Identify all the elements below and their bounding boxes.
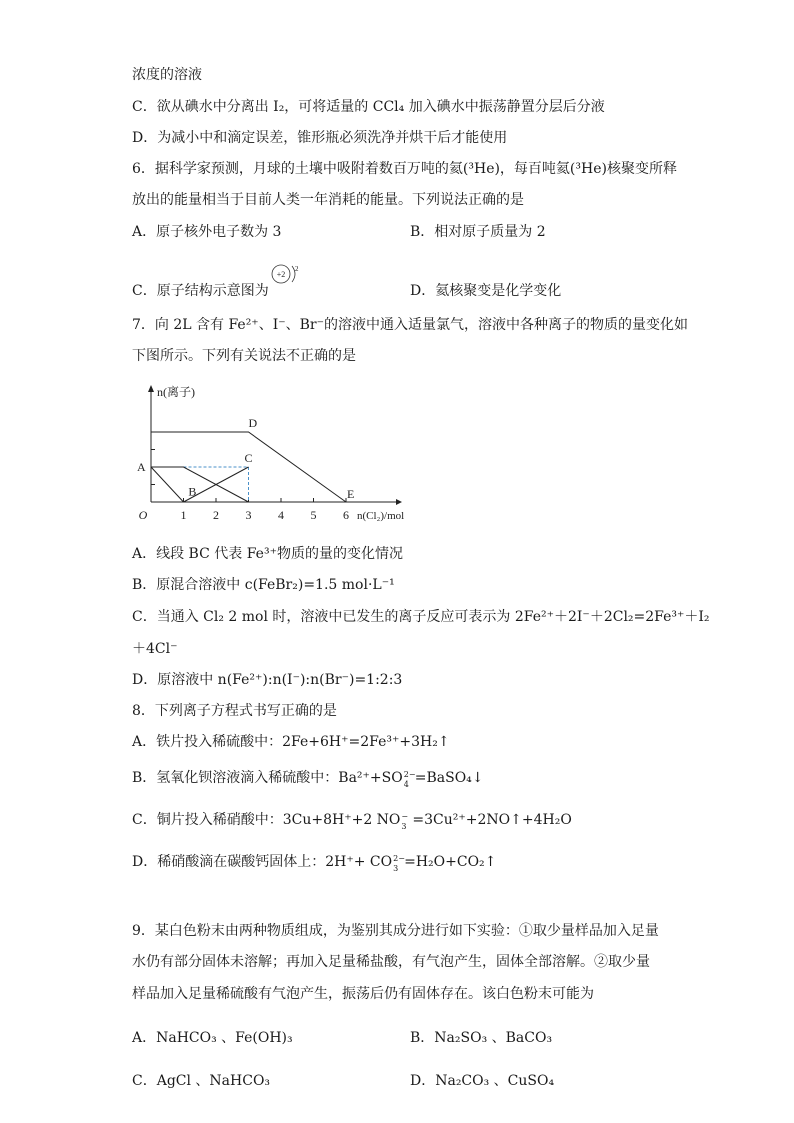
option-c-q8-post: =3Cu²⁺+2NO↑+4H₂O — [412, 812, 572, 828]
no3-subscript: 3 — [401, 822, 407, 831]
option-d-q8 — [132, 853, 496, 871]
point-label-b: B — [188, 484, 197, 499]
option-d-q8-post: =H₂O+CO₂↑ — [404, 854, 497, 870]
y-axis-label: n(离子) — [157, 385, 195, 399]
co3-subscript: 3 — [393, 864, 399, 873]
option-d-q5: D．为减小中和滴定误差，锥形瓶必须洗净并烘干后才能使用 — [132, 130, 508, 146]
question-8-stem: 8．下列离子方程式书写正确的是 — [132, 703, 337, 719]
option-a-q9: A．NaHCO₃ 、Fe(OH)₃ — [132, 1030, 293, 1046]
option-c-q8 — [132, 811, 572, 829]
y-axis-arrow — [148, 385, 154, 392]
nitrate-charge — [400, 812, 412, 831]
x-tick-label: 2 — [213, 508, 219, 522]
x-axis-label: n(Cl₂)/mol — [357, 510, 405, 522]
option-c-q8-pre: C．铜片投入稀硝酸中：3Cu+8H⁺+2 NO — [132, 812, 401, 828]
x-tick-label: 5 — [310, 508, 317, 522]
x-axis-arrow — [396, 499, 402, 505]
so4-charge: 2− — [403, 770, 416, 779]
x-tick-label: 3 — [245, 508, 252, 522]
origin-label: O — [138, 508, 148, 522]
option-d-q6: D．氦核聚变是化学变化 — [410, 283, 562, 299]
carbonate-charge — [392, 854, 405, 873]
option-d-q8-pre: D．稀硝酸滴在碳酸钙固体上：2H⁺+ CO — [132, 854, 393, 870]
atom-structure-diagram — [268, 262, 304, 296]
option-a-q7: A．线段 BC 代表 Fe³⁺物质的量的变化情况 — [132, 546, 403, 562]
option-c-q9: C．AgCl 、NaHCO₃ — [132, 1073, 271, 1089]
option-d-q9: D．Na₂CO₃ 、CuSO₄ — [410, 1073, 555, 1089]
point-label-d: D — [248, 416, 258, 430]
question-6-stem-2: 放出的能量相当于目前人类一年消耗的能量。下列说法正确的是 — [132, 192, 524, 208]
option-b-q6: B．相对原子质量为 2 — [410, 224, 546, 240]
sulfate-charge — [403, 770, 416, 789]
point-label-a: A — [137, 460, 146, 474]
question-7-stem-2: 下图所示。下列有关说法不正确的是 — [132, 348, 356, 364]
question-6-stem: 6．据科学家预测，月球的土壤中吸附着数百万吨的氦(³He)，每百吨氦(³He)核聚变所释 — [132, 161, 677, 177]
option-b-q7: B．原混合溶液中 c(FeBr₂)=1.5 mol·L⁻¹ — [132, 577, 395, 593]
option-a-q6: A．原子核外电子数为 3 — [132, 224, 282, 240]
x-tick-label: 6 — [343, 508, 349, 522]
nucleus-charge: +2 — [276, 270, 286, 279]
shell-electrons: 2 — [295, 265, 299, 273]
series-line — [151, 467, 184, 502]
text-line: 浓度的溶液 — [132, 67, 202, 83]
question-7-stem: 7．向 2L 含有 Fe²⁺、I⁻、Br⁻的溶液中通入适量氯气，溶液中各种离子的物质的量变化如 — [132, 317, 688, 333]
no3-charge: − — [401, 812, 409, 821]
question-9-stem-2: 水仍有部分固体未溶解；再加入足量稀盐酸，有气泡产生，固体全部溶解。②取少量 — [132, 954, 650, 970]
question-9-stem: 9．某白色粉末由两种物质组成，为鉴别其成分进行如下实验：①取少量样品加入足量 — [132, 923, 659, 939]
question-9-stem-3: 样品加入足量稀硫酸有气泡产生，振荡后仍有固体存在。该白色粉末可能为 — [132, 986, 594, 1002]
x-tick-label: 1 — [180, 508, 187, 522]
point-label-e: E — [347, 487, 355, 501]
option-b-q8-pre: B．氢氧化钡溶液滴入稀硫酸中：Ba²⁺+SO — [132, 770, 403, 786]
option-a-q8: A．铁片投入稀硫酸中：2Fe+6H⁺=2Fe³⁺+3H₂↑ — [132, 734, 450, 750]
series-line — [151, 467, 249, 502]
option-c-q7: C．当通入 Cl₂ 2 mol 时，溶液中已发生的离子反应可表示为 2Fe²⁺＋2I⁻＋2Cl₂=2Fe³⁺＋I₂ — [132, 609, 710, 625]
option-d-q7: D．原溶液中 n(Fe²⁺):n(I⁻):n(Br⁻)=1:2:3 — [132, 672, 403, 688]
option-c-q7-cont: ＋4Cl⁻ — [132, 641, 178, 657]
so4-subscript: 4 — [403, 780, 409, 789]
ion-amount-chart — [135, 380, 425, 530]
option-c-q5: C．欲从碘水中分离出 I₂，可将适量的 CCl₄ 加入碘水中振荡静置分层后分液 — [132, 99, 605, 115]
option-b-q8-post: =BaSO₄↓ — [414, 770, 484, 786]
x-tick-label: 4 — [278, 508, 284, 522]
option-c-q6: C．原子结构示意图为 — [132, 283, 269, 299]
option-b-q9: B．Na₂SO₃ 、BaCO₃ — [410, 1030, 553, 1046]
co3-charge: 2− — [393, 854, 405, 863]
point-label-c: C — [244, 451, 253, 465]
option-b-q8 — [132, 769, 484, 787]
